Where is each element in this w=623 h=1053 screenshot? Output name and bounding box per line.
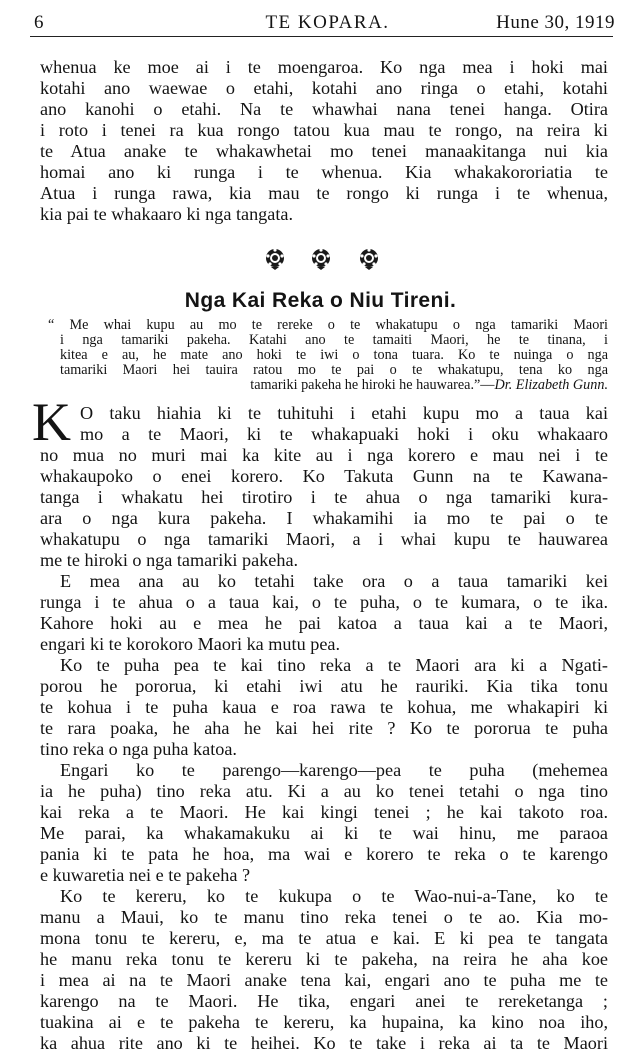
epigraph-line: i nga tamariki pakeha. Katahi ano te tamaiti Maori, he te tinana, i bbox=[60, 332, 608, 348]
page-header bbox=[30, 6, 615, 38]
text-line: kotahi ano waewae o etahi, kotahi ano ringa o etahi, kotahi bbox=[40, 78, 608, 98]
text-line: mo a te Maori, ki te whakapuaki hoki i oku whakaaro bbox=[80, 424, 608, 444]
text-line: tuakina ai e te pakeha te kereru, ka hupaina, ka kino noa iho, bbox=[40, 1012, 608, 1032]
text-line: ano kanohi o etahi. Na te whawhai nana tenei hanga. Otira bbox=[40, 99, 608, 119]
text-line: pania ki te pata he hoa, ma wai e korero te reka o te karengo bbox=[40, 844, 608, 864]
epigraph-line: tamariki pakeha he hiroki he hauwarea.”—Dr. Elizabeth Gunn. bbox=[250, 377, 608, 393]
ornament-row bbox=[0, 247, 623, 277]
text-line: te Atua anake te whakawhetai mo tenei manaakitanga nui kia bbox=[40, 141, 608, 161]
text-line: mona tonu te kereru, e, ma te atua e kai. E ki pea te tangata bbox=[40, 928, 608, 948]
text-line: Atua i runga rawa, kia mau te rongo ki runga i te whenua, bbox=[40, 183, 608, 203]
flower-ornament-icon bbox=[310, 247, 332, 271]
text-line: te rara poaka, he aha he kai hei rite ? Ko te pororua te puha bbox=[40, 718, 608, 738]
drop-cap: K bbox=[32, 392, 71, 452]
text-line: engari ki te korokoro Maori ka mutu pea. bbox=[40, 634, 341, 654]
text-line: i roto i tenei ra kua rongo tatou kua mau te rongo, na reira ki bbox=[40, 120, 608, 140]
text-line: karengo na te Maori. He tika, engari anei te rereketanga ; bbox=[40, 991, 608, 1011]
text-line: Engari ko te parengo—karengo—pea te puha (mehemea bbox=[60, 760, 608, 780]
text-line: kai reka a te Maori. He kai kingi tenei ; he kai takoto roa. bbox=[40, 802, 608, 822]
text-line: runga i te ahua o a taua kai, o te puha, o te kumara, o te ika. bbox=[40, 592, 608, 612]
text-line: tino reka o nga puha katoa. bbox=[40, 739, 237, 759]
text-line: me te hiroki o nga tamariki pakeha. bbox=[40, 550, 299, 570]
text-line: E mea ana au ko tetahi take ora o a taua tamariki kei bbox=[60, 571, 608, 591]
text-line: te kohua i te puha kaua e roa rawa te kohua, me whakapiri ki bbox=[40, 697, 608, 717]
text-line: Ko te puha pea te kai tino reka a te Maori ara ki a Ngati- bbox=[60, 655, 608, 675]
text-line: whenua ke moe ai i te moengaroa. Ko nga mea i hoki mai bbox=[40, 57, 608, 77]
text-line: ia he puha) tino reka atu. Ki a au ko tenei tetahi o nga tino bbox=[40, 781, 608, 801]
text-line: tanga i whakatu hei tirotiro i te ahua o nga tamariki kura- bbox=[40, 487, 608, 507]
flower-ornament-icon bbox=[264, 247, 286, 271]
text-line: whakaupoko o enei korero. Ko Takuta Gunn na te Kawana- bbox=[40, 466, 608, 486]
text-line: he manu reka tonu te kereru ki te pakeha, na reira he aha koe bbox=[40, 949, 608, 969]
text-line: ka ahua rite ano ki te heihei. Ko te take i reka ai ta te Maori bbox=[40, 1033, 608, 1053]
epigraph-line: “ Me whai kupu au mo te rereke o te whakatupu o nga tamariki Maori bbox=[48, 317, 608, 333]
journal-title: TE KOPARA. bbox=[265, 12, 390, 33]
text-line: ara o nga kura pakeha. I whakamihi ia mo te pai o te bbox=[40, 508, 608, 528]
text-line: porou he pororua, ki etahi iwi atu he rauriki. Kia tika tonu bbox=[40, 676, 608, 696]
text-line: O taku hiahia ki te tuhituhi i etahi kupu mo a taua kai bbox=[80, 403, 608, 423]
epigraph-attribution: Dr. Elizabeth Gunn. bbox=[494, 377, 608, 393]
text-line: e kuwaretia nei e te pakeha ? bbox=[40, 865, 251, 885]
text-line: manu a Maui, ko te manu tino reka tenei o te ao. Kia mo- bbox=[40, 907, 608, 927]
issue-date: Hune 30, 1919 bbox=[496, 12, 615, 33]
flower-ornament-icon bbox=[358, 247, 380, 271]
text-line: Ko te kereru, ko te kukupa o te Wao-nui-a-Tane, ko te bbox=[60, 886, 608, 906]
text-line: Me parai, ka whakamakuku ai ki te wai hinu, me paraoa bbox=[40, 823, 608, 843]
header-rule bbox=[30, 36, 613, 37]
text-line: homai ano ki runga i te whenua. Kia whakakororiatia te bbox=[40, 162, 608, 182]
page-number: 6 bbox=[34, 12, 44, 33]
epigraph-line: tamariki Maori hei tauira ratou mo te pai o te whakatupu, tena ko nga bbox=[60, 362, 608, 378]
text-line: no mua no muri mai ka kite au i nga korero e mau nei i te bbox=[40, 445, 608, 465]
text-line: whakatupu o nga tamariki Maori, a i whai kupu te hauwarea bbox=[40, 529, 608, 549]
text-line: i mea ai na te Maori anake tena kai, engari ano te puha me te bbox=[40, 970, 608, 990]
article-title: Nga Kai Reka o Niu Tireni. bbox=[184, 289, 457, 312]
text-line: kia pai te whakaaro ki nga tangata. bbox=[40, 204, 293, 224]
text-line: Kahore hoki au e mea he pai katoa a taua kai a te Maori, bbox=[40, 613, 608, 633]
epigraph-line: kitea e au, he mate ano hoki te iwi o tona tuara. Ko te nuinga o nga bbox=[60, 347, 608, 363]
